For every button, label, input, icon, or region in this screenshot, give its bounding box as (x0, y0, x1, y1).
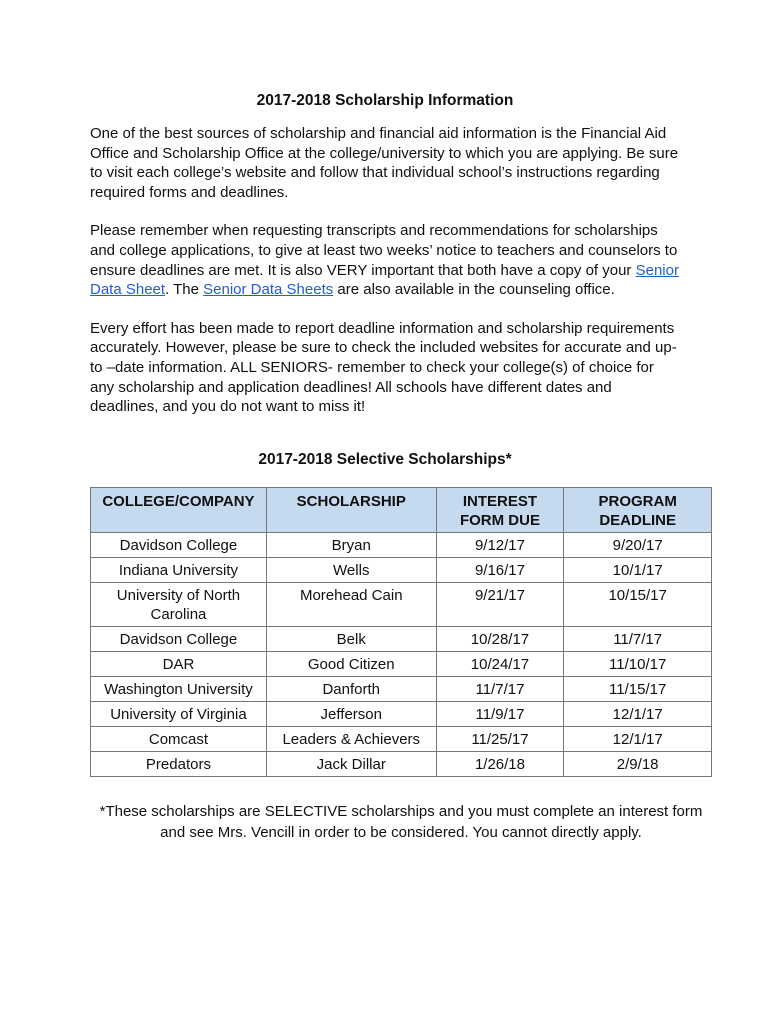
interest-form-cell: 10/24/17 (436, 651, 564, 676)
interest-form-cell: 11/25/17 (436, 726, 564, 751)
scholarship-table (90, 487, 712, 777)
header-interest-form-due: INTEREST FORM DUE (436, 487, 564, 532)
college-cell: Predators (91, 751, 267, 776)
college-cell: DAR (91, 651, 267, 676)
deadline-cell: 12/1/17 (564, 701, 712, 726)
table-row (91, 532, 712, 557)
reminder-text-after: are also available in the counseling office. (333, 281, 615, 299)
interest-form-cell: 9/21/17 (436, 582, 564, 626)
scholarship-cell: Jack Dillar (266, 751, 436, 776)
scholarship-cell: Bryan (266, 532, 436, 557)
table-row (91, 751, 712, 776)
interest-form-cell: 1/26/18 (436, 751, 564, 776)
table-row (91, 582, 712, 626)
deadline-cell: 10/15/17 (564, 582, 712, 626)
scholarship-cell: Jefferson (266, 701, 436, 726)
selective-footnote: *These scholarships are SELECTIVE scholarships and you must complete an interest form and see Mrs. Vencill in order to be considered. You cannot directly apply. (99, 802, 703, 841)
college-cell: University of North Carolina (91, 582, 267, 626)
header-program-deadline: PROGRAM DEADLINE (564, 487, 712, 532)
table-row (91, 626, 712, 651)
header-scholarship: SCHOLARSHIP (266, 487, 436, 532)
scholarship-cell: Leaders & Achievers (266, 726, 436, 751)
reminder-text-before: Please remember when requesting transcripts and recommendations for scholarships and college applications, to give at least two weeks’ notice to teachers and counselors to ensure deadlines are met. It is also VERY important that both have a copy of your (90, 222, 678, 279)
deadline-cell: 11/7/17 (564, 626, 712, 651)
document-page (90, 92, 703, 843)
table-row (91, 726, 712, 751)
header-college-company: COLLEGE/COMPANY (91, 487, 267, 532)
scholarship-cell: Wells (266, 557, 436, 582)
intro-paragraph: One of the best sources of scholarship and financial aid information is the Financial Aid Office and Scholarship Office at the college/university to which you are applying. Be sure to visit each college’s website and follow that individual school’s instructions regarding required forms and deadlines. (90, 125, 679, 201)
scholarship-cell: Morehead Cain (266, 582, 436, 626)
table-row (91, 651, 712, 676)
interest-form-cell: 11/9/17 (436, 701, 564, 726)
scholarship-cell: Danforth (266, 676, 436, 701)
deadline-cell: 10/1/17 (564, 557, 712, 582)
interest-form-cell: 9/12/17 (436, 532, 564, 557)
interest-form-cell: 9/16/17 (436, 557, 564, 582)
college-cell: Davidson College (91, 626, 267, 651)
deadline-cell: 11/10/17 (564, 651, 712, 676)
interest-form-cell: 10/28/17 (436, 626, 564, 651)
scholarship-cell: Belk (266, 626, 436, 651)
deadline-cell: 2/9/18 (564, 751, 712, 776)
interest-form-cell: 11/7/17 (436, 676, 564, 701)
college-cell: Davidson College (91, 532, 267, 557)
page-title: 2017-2018 Scholarship Information (256, 92, 514, 109)
reminder-paragraph (90, 221, 680, 299)
deadline-cell: 9/20/17 (564, 532, 712, 557)
table-row (91, 557, 712, 582)
college-cell: Indiana University (91, 557, 267, 582)
senior-data-sheet-link[interactable]: Senior Data Sheet (90, 261, 679, 299)
college-cell: Washington University (91, 676, 267, 701)
disclaimer-paragraph: Every effort has been made to report deadline information and scholarship requirements accurately. However, please be sure to check the included websites for accurate and up-to –date information. ALL SENIORS- remember to check your college(s) of choice for any scholarship and application deadlines! All schools have different dates and deadlines, and you do not want to miss it! (90, 319, 677, 416)
senior-data-sheets-link[interactable]: Senior Data Sheets (203, 281, 334, 299)
college-cell: Comcast (91, 726, 267, 751)
selective-scholarships-title: 2017-2018 Selective Scholarships* (258, 450, 512, 468)
deadline-cell: 11/15/17 (564, 676, 712, 701)
reminder-text-middle: . The (165, 281, 204, 299)
table-row (91, 701, 712, 726)
scholarship-cell: Good Citizen (266, 651, 436, 676)
college-cell: University of Virginia (91, 701, 267, 726)
table-header-row (91, 487, 712, 532)
table-row (91, 676, 712, 701)
deadline-cell: 12/1/17 (564, 726, 712, 751)
